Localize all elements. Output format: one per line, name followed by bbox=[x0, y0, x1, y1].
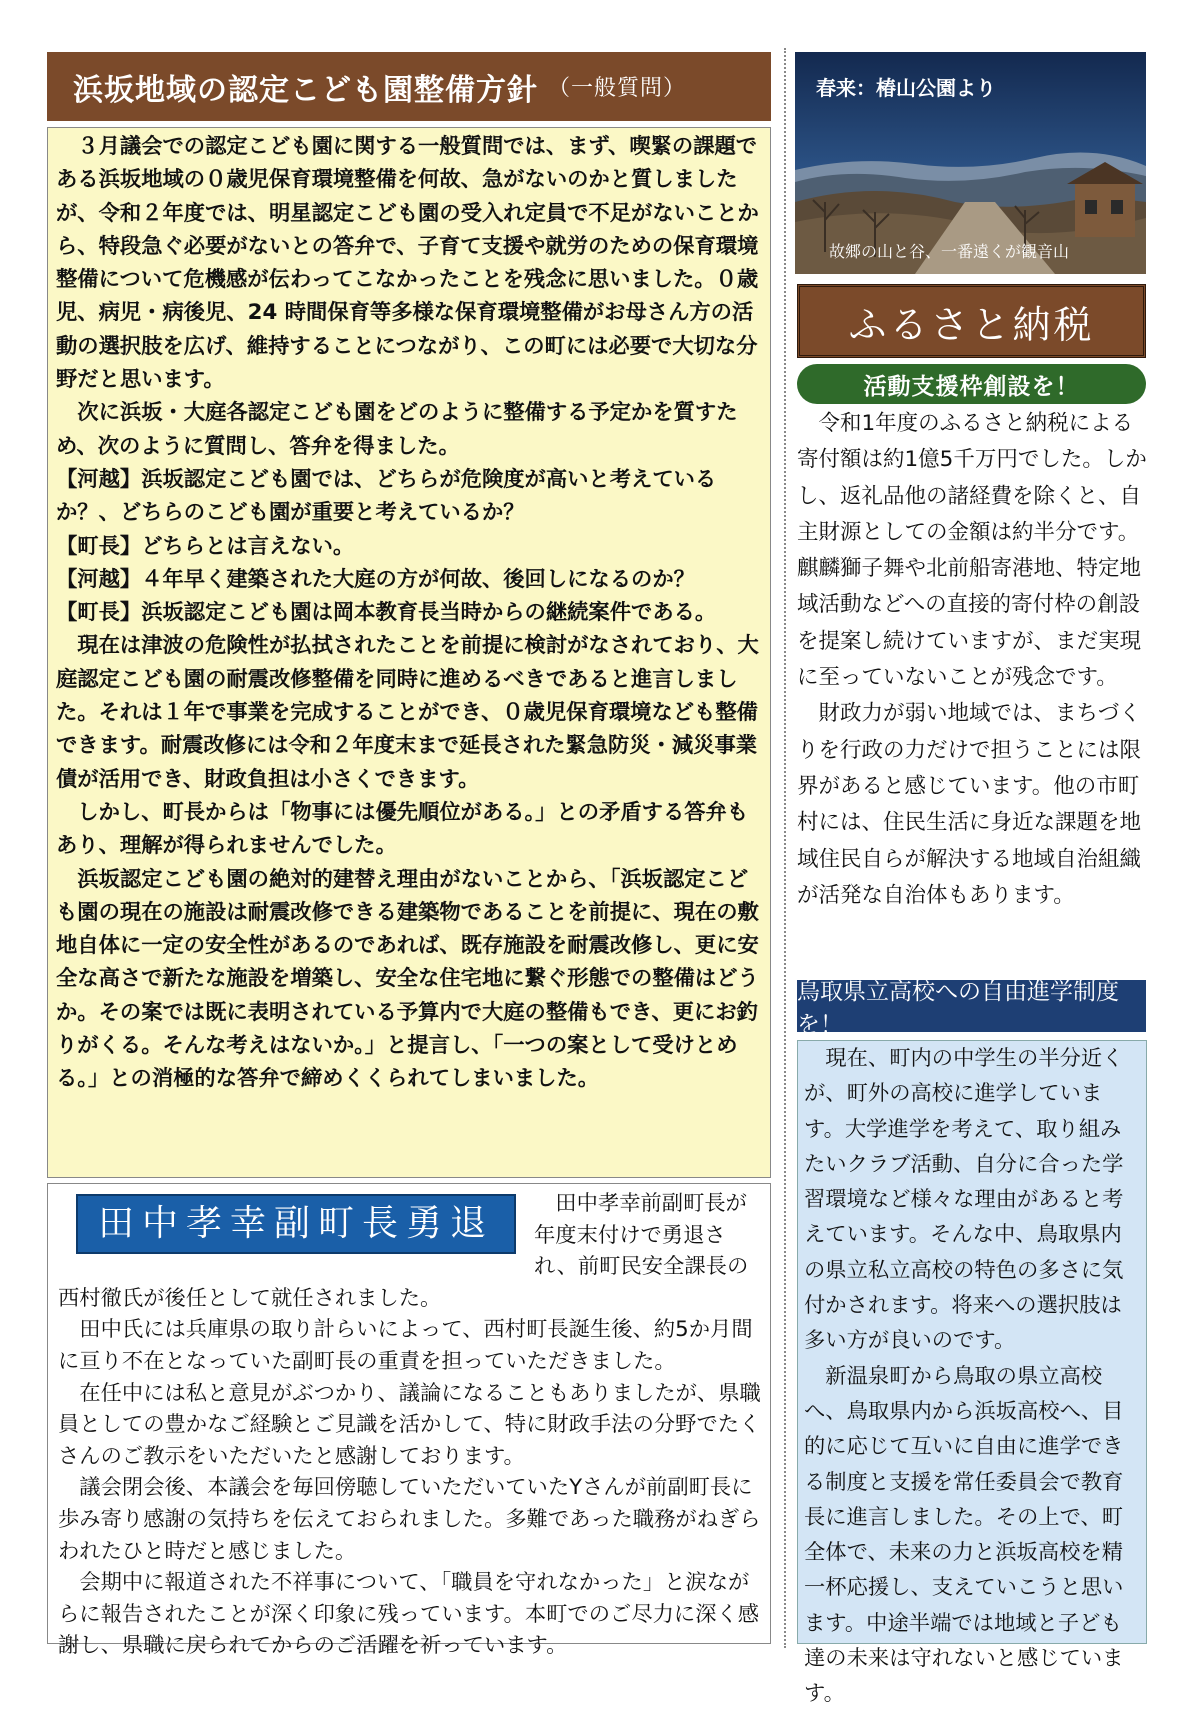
paragraph: 田中孝幸前副町長が年度末付けで勇退され、前町民安全課長の西村徹氏が後任として就任されました。 bbox=[58, 1191, 749, 1311]
qa-line: 【河越】浜坂認定こども園では、どちらが危険度が高いと考えているか？、どちらのこども園が重要と考えているか？ bbox=[56, 466, 717, 526]
paragraph: しかし、町長からは「物事には優先順位がある。」との矛盾する答弁もあり、理解が得られませんでした。 bbox=[56, 799, 749, 859]
paragraph: 在任中には私と意見がぶつかり、議論になることもありましたが、県職員としての豊かなご経験とご見識を活かして、特に財政手法の分野でたくさんのご教示をいただいたと感謝しております。 bbox=[58, 1380, 761, 1469]
article-furusato bbox=[797, 406, 1147, 914]
column-separator bbox=[784, 48, 786, 1648]
subheading-furusato: 活動支援枠創設を！ bbox=[797, 364, 1146, 404]
heading-kodomoen-title: 浜坂地域の認定こども園整備方針 bbox=[73, 72, 538, 108]
heading-tottori: 鳥取県立高校への自由進学制度を！ bbox=[797, 980, 1146, 1032]
paragraph: 次に浜坂・大庭各認定こども園をどのように整備する予定かを質すため、次のように質問し、答弁を得ました。 bbox=[56, 400, 738, 459]
paragraph: 新温泉町から鳥取の県立高校へ、鳥取県内から浜坂高校へ、目的に応じて互いに自由に進学できる制度と支援を常任委員会で教育長に進言しました。その上で、町全体で、未来の力と浜坂高校を精一杯応援し、支えていこうと思います。中途半端では地域と子ども達の未来は守れないと感じています。 bbox=[804, 1363, 1124, 1707]
heading-furusato: ふるさと納税 bbox=[797, 284, 1146, 358]
photo-caption-top: 春来：椿山公園より bbox=[816, 76, 996, 100]
qa-line: 【町長】どちらとは言えない。 bbox=[56, 533, 355, 559]
paragraph: 現在、町内の中学生の半分近くが、町外の高校に進学しています。大学進学を考えて、取り組みたいクラブ活動、自分に合った学習環境など様々な理由があると考えています。そんな中、鳥取県内の県立私立高校の特色の多さに気付かされます。将来への選択肢は多い方が良いのです。 bbox=[804, 1046, 1124, 1354]
paragraph: ３月議会での認定こども園に関する一般質問では、まず、喫緊の課題である浜坂地域の０歳児保育環境整備を何故、急がないのかと質しましたが、令和２年度では、明星認定こども園の受入れ定員で不足がないことから、特段急ぐ必要がないとの答弁で、子育て支援や就労のための保育環境整備について危機感が伝わってこなかったことを残念に思いました。０歳児、病児・病後児、24 時間保育等多様な保育環境整備がお母さん方の活動の選択肢を広げ、維持することにつながり、この町には必要で大切な分野だと思います。 bbox=[56, 134, 759, 393]
paragraph: 現在は津波の危険性が払拭されたことを前提に検討がなされており、大庭認定こども園の耐震改修整備を同時に進めるべきであると進言しました。それは１年で事業を完成することができ、０歳児保育環境なども整備できます。耐震改修には令和２年度末まで延長された緊急防災・減災事業債が活用でき、財政負担は小さくできます。 bbox=[56, 633, 759, 792]
heading-kodomoen bbox=[47, 52, 771, 121]
heading-vice-mayor: 田中孝幸副町長勇退 bbox=[76, 1194, 516, 1254]
paragraph: 浜坂認定こども園の絶対的建替え理由がないことから、「浜坂認定こども園の現在の施設は耐震改修できる建築物であることを前提に、現在の敷地自体に一定の安全性があるのであれば、既存施設を耐震改修し、更に安全な高さで新たな施設を増築し、安全な住宅地に繋ぐ形態での整備はどうか。その案では既に表明されている予算内で大庭の整備もでき、更にお釣りがくる。そんな考えはないか。」と提言し、「一つの案として受けとめる。」との消極的な答弁で締めくくられてしまいました。 bbox=[56, 866, 759, 1092]
paragraph: 令和1年度のふるさと納税による寄付額は約1億5千万円でした。しかし、返礼品他の諸経費を除くと、自主財源としての金額は約半分です。麒麟獅子舞や北前船寄港地、特定地域活動などへの直接的寄付枠の創設を提案し続けていますが、まだ実現に至っていないことが残念です。 bbox=[797, 411, 1147, 691]
paragraph: 田中氏には兵庫県の取り計らいによって、西村町長誕生後、約5か月間に亘り不在となっていた副町長の重責を担っていただきました。 bbox=[58, 1317, 753, 1374]
paragraph: 財政力が弱い地域では、まちづくりを行政の力だけで担うことには限界があると感じています。他の市町村には、住民生活に身近な課題を地域住民自らが解決する地域自治組織が活発な自治体もあります。 bbox=[797, 701, 1142, 908]
article-tottori bbox=[797, 1040, 1147, 1707]
paragraph: 議会閉会後、本議会を毎回傍聴していただいていたYさんが前副町長に歩み寄り感謝の気持ちを伝えておられました。多難であった職務がねぎらわれたひと時だと感じました。 bbox=[58, 1475, 761, 1564]
qa-line: 【町長】浜坂認定こども園は岡本教育長当時からの継続案件である。 bbox=[56, 600, 717, 626]
qa-line: 【河越】４年早く建築された大庭の方が何故、後回しになるのか？ bbox=[56, 566, 695, 592]
heading-kodomoen-sub: （一般質問） bbox=[548, 76, 687, 101]
photo-caption-bottom: 故郷の山と谷、一番遠くが観音山 bbox=[829, 242, 1070, 261]
article-kodomoen bbox=[47, 127, 771, 1178]
paragraph: 会期中に報道された不祥事について、「職員を守れなかった」と涙ながらに報告されたことが深く印象に残っています。本町でのご尽力に深く感謝し、県職に戻られてからのご活躍を祈っています。 bbox=[58, 1570, 760, 1659]
article-vice-mayor bbox=[47, 1183, 771, 1659]
